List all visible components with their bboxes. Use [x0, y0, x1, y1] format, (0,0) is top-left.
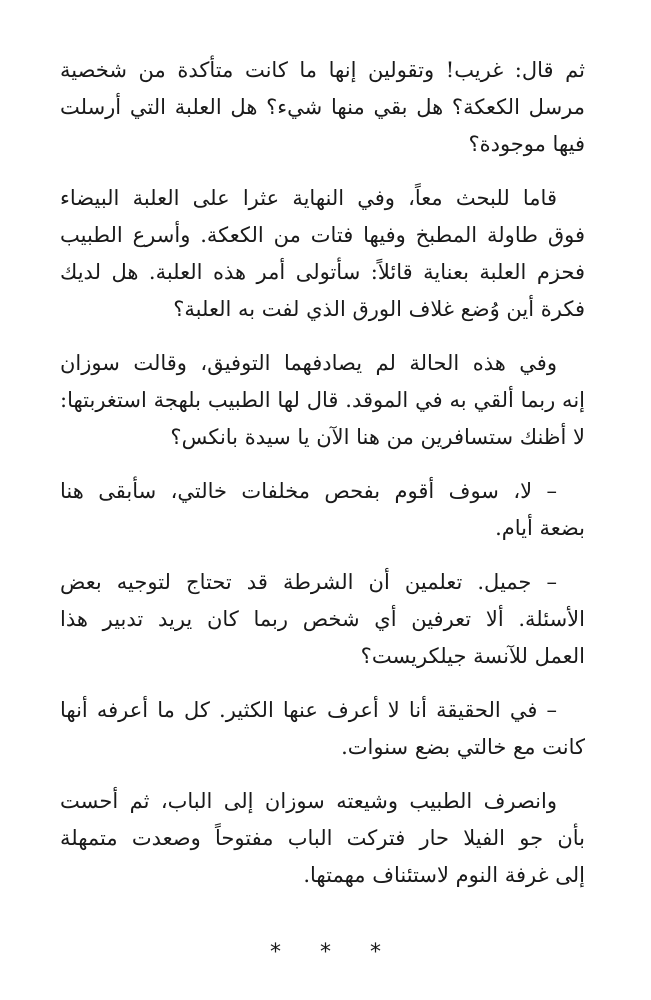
text-line: فيها موجودة؟: [468, 132, 585, 156]
text-line: وفي هذه الحالة لم يصادفهما التوفيق، وقالت سوزان: [60, 351, 557, 375]
text-line: العمل للآنسة جيلكريست؟: [360, 644, 585, 668]
text-line: – في الحقيقة أنا لا أعرف عنها الكثير. كل ما أعرفه أنها: [60, 698, 557, 722]
text-line: إنه ربما ألقي به في الموقد. قال لها الطبيب بلهجة استغربتها:: [60, 388, 585, 412]
text-line: بضعة أيام.: [495, 516, 585, 540]
text-line: فكرة أين وُضع غلاف الورق الذي لفت به العلبة؟: [173, 297, 585, 321]
asterisk: *: [370, 940, 381, 965]
asterisk: *: [270, 940, 281, 965]
text-line: – لا، سوف أقوم بفحص مخلفات خالتي، سأبقى هنا: [60, 479, 557, 503]
text-line: فحزم العلبة بعناية قائلاً: سأتولى أمر هذه العلبة. هل لديك: [60, 260, 585, 284]
section-separator: [0, 940, 651, 965]
text-line: قاما للبحث معاً، وفي النهاية عثرا على العلبة البيضاء: [60, 186, 557, 210]
text-line: مرسل الكعكة؟ هل بقي منها شيء؟ هل العلبة التي أرسلت: [60, 95, 585, 119]
book-page: [60, 52, 585, 894]
paragraph-6: [60, 692, 585, 766]
text-line: لا أظنك ستسافرين من هنا الآن يا سيدة بانكس؟: [170, 425, 585, 449]
text-line: الأسئلة. ألا تعرفين أي شخص ربما كان يريد تدبير هذا: [60, 607, 585, 631]
text-line: بأن جو الفيلا حار فتركت الباب مفتوحاً وصعدت متمهلة: [60, 826, 585, 850]
paragraph-3: [60, 345, 585, 456]
paragraph-5: [60, 564, 585, 675]
text-line: إلى غرفة النوم لاستئناف مهمتها.: [303, 863, 585, 887]
asterisk: *: [320, 940, 331, 965]
paragraph-7: [60, 783, 585, 894]
paragraph-4: [60, 473, 585, 547]
paragraph-2: [60, 180, 585, 328]
text-line: وانصرف الطبيب وشيعته سوزان إلى الباب، ثم أحست: [60, 789, 557, 813]
text-line: – جميل. تعلمين أن الشرطة قد تحتاج لتوجيه بعض: [60, 570, 557, 594]
text-line: كانت مع خالتي بضع سنوات.: [341, 735, 585, 759]
text-line: فوق طاولة المطبخ وفيها فتات من الكعكة. وأسرع الطبيب: [60, 223, 585, 247]
text-line: ثم قال: غريب! وتقولين إنها ما كانت متأكدة من شخصية: [60, 58, 585, 82]
paragraph-1: [60, 52, 585, 163]
